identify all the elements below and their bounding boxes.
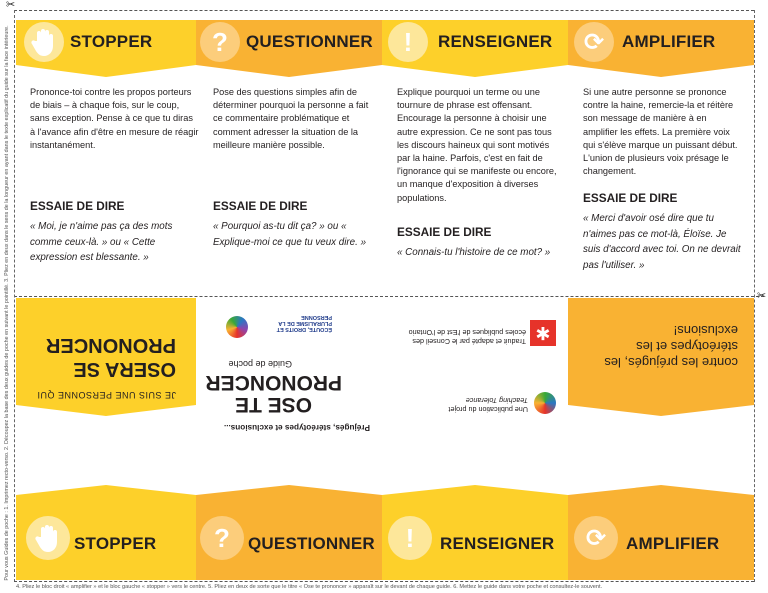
column-renseigner xyxy=(397,86,557,261)
hand-icon xyxy=(26,516,70,560)
back-zigzag xyxy=(16,403,754,419)
back-panel-pledge xyxy=(16,298,196,404)
scissors-icon: ✂ xyxy=(757,290,767,302)
band-label: AMPLIFIER xyxy=(626,534,720,553)
slogan-text: contre les préjugés, les stéréotypes et les exclusions! xyxy=(604,323,738,370)
refresh-icon: ⟳ xyxy=(574,516,618,560)
exclamation-icon: ! xyxy=(388,22,428,62)
band-label: RENSEIGNER xyxy=(438,32,553,51)
band-amplifier-bottom xyxy=(568,504,754,580)
column-quote: « Pourquoi as-tu dit ça? » ou « Explique-moi ce que tu veux dire. » xyxy=(213,221,367,248)
band-amplifier-top xyxy=(568,20,754,64)
column-heading: ESSAIE DE DIRE xyxy=(30,199,125,213)
column-questionner xyxy=(213,86,373,250)
column-stopper xyxy=(30,86,200,266)
band-renseigner-bottom xyxy=(382,504,568,580)
band-stopper-bottom xyxy=(16,504,196,580)
scissors-icon: ✂ xyxy=(6,0,16,11)
slogan-block xyxy=(568,298,754,404)
band-renseigner-top xyxy=(382,20,568,64)
band-questionner-bottom xyxy=(196,504,382,580)
cut-line-bottom xyxy=(14,581,754,582)
title-line2: PRONONCER xyxy=(205,371,342,394)
title-subtitle: Guide de poche xyxy=(228,359,292,369)
column-heading: ESSAIE DE DIRE xyxy=(397,225,492,239)
cut-line-top xyxy=(14,10,754,11)
column-quote: « Moi, je n'aime pas ça des mots comme ceux-là. » ou « Cette expression est blessante. » xyxy=(30,221,173,264)
question-icon: ? xyxy=(200,516,244,560)
column-body: Explique pourquoi un terme ou une tournure de phrase est offensant. Encourage la personne à choisir une autre expression. Ce ne sont pas tous les discours haineux qui sont motivés par la haine. Parfois, c'est en fait de l'ignorance qui se manifeste ou encore, un manque d'exposition à diverses populations. xyxy=(397,87,557,203)
publication-prefix: Une publication du projet xyxy=(448,405,528,414)
pledge-line1: JE SUIS UNE PERSONNE QUI xyxy=(36,390,176,400)
column-amplifier xyxy=(583,86,743,273)
band-label: STOPPER xyxy=(70,32,153,51)
band-label: AMPLIFIER xyxy=(622,32,716,51)
column-body: Si une autre personne se prononce contre la haine, remercie-la et réitère son message de manière à en amplifier les effets. La première voix qui s'élève marque un puissant début. L'union de plusieurs voix présage le changement. xyxy=(583,87,738,177)
organization-logo-text: ÉCOUTE, DROITS ET PLURALISME DE LA PERSONNE xyxy=(276,314,332,332)
column-quote: « Merci d'avoir osé dire que tu n'aimes pas ce mot-là, Éloïse. Je suis d'accord avec toi. On ne devrait pas l'utiliser. » xyxy=(583,213,741,271)
cut-line-middle xyxy=(14,296,764,297)
band-stopper-top xyxy=(16,20,196,64)
title-tagline: Préjugés, stéréotypes et exclusions... xyxy=(223,423,370,432)
column-quote: « Connais-tu l'histoire de ce mot? » xyxy=(397,247,551,259)
band-zigzag-top xyxy=(16,63,754,79)
column-body: Pose des questions simples afin de déterminer pourquoi la personne a fait ce commentaire problématique et comment adresser la situation de la meilleure manière possible. xyxy=(213,87,369,150)
column-body: Prononce-toi contre les propos porteurs de biais – à chaque fois, sur le coup, sans exception. Pense à ce que tu diras à l'avance afin d'être en mesure de réagir instantanément. xyxy=(30,87,199,150)
band-label: QUESTIONNER xyxy=(246,32,373,51)
band-zigzag-bottom xyxy=(16,485,754,505)
back-panel-slogan xyxy=(568,298,754,404)
pluralism-logo-icon xyxy=(226,316,248,338)
pledge-line3: PRONONCER xyxy=(45,334,176,356)
band-label: QUESTIONNER xyxy=(248,534,375,553)
refresh-icon: ⟳ xyxy=(574,22,614,62)
school-board-logo-icon: ✱ xyxy=(530,320,556,346)
pledge-text xyxy=(16,298,196,404)
title-line1: OSE TE xyxy=(234,393,312,416)
adaptation-credit: Traduit et adapté par le Conseil des écoles publiques de l'Est de l'Ontario xyxy=(408,328,526,346)
question-icon: ? xyxy=(200,22,240,62)
column-heading: ESSAIE DE DIRE xyxy=(213,199,308,213)
exclamation-icon: ! xyxy=(388,516,432,560)
cut-line-right xyxy=(754,10,755,582)
cut-line-left xyxy=(14,10,15,582)
band-label: STOPPER xyxy=(74,534,157,553)
publication-name: Teaching Tolerance xyxy=(465,396,528,405)
pledge-line2: OSERA SE xyxy=(73,358,176,380)
column-heading: ESSAIE DE DIRE xyxy=(583,191,678,205)
hand-icon xyxy=(24,22,64,62)
band-questionner-top xyxy=(196,20,382,64)
vertical-instructions: Pour vous Guides de poche : 1. Imprimez recto-verso. 2. Découpez la base des deux guides de poche en suivant le pointillé. 3. Pliez en deux dans le sens de la longueur en ayant dans le texte explicatif du guide sur la face intérieure. xyxy=(4,25,10,581)
band-label: RENSEIGNER xyxy=(440,534,555,553)
footer-instructions: 4. Pliez le bloc droit « amplifier » et le bloc gauche « stopper » vers le centre. 5. Pliez en deux de sorte que le titre « Ose te prononcer » apparaît sur le devant de chaque guide. 6. Mettez le guide dans votre poche et consultez-le souvent. xyxy=(16,584,603,590)
